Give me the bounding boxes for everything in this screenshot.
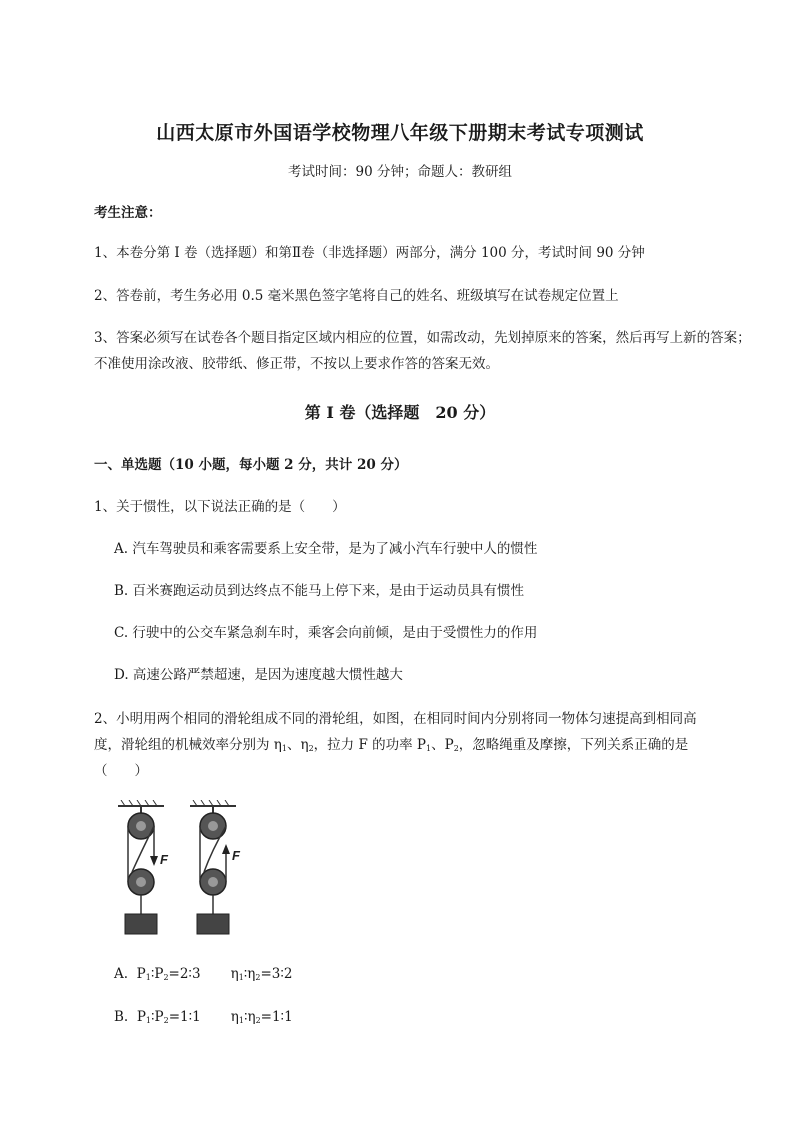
force-label-right: F bbox=[232, 848, 240, 863]
question-2-stem-line2: 度，滑轮组的机械效率分别为 $\eta_1$、$\eta_2$，拉力 F 的功率 $P_1$、$P_2$，忽略绳重及摩擦，下列关系正确的是 bbox=[94, 737, 689, 753]
question-2-stem-line1: 2、小明用两个相同的滑轮组成不同的滑轮组，如图，在相同时间内分别将同一物体匀速提高到相同高 bbox=[94, 711, 697, 727]
question-1-stem: 1、关于惯性，以下说法正确的是（ ） bbox=[94, 499, 346, 515]
exam-subtitle: 考试时间：90 分钟；命题人：教研组 bbox=[288, 164, 512, 180]
question-1-option-a[interactable]: A. 汽车驾驶员和乘客需要系上安全带，是为了减小汽车行驶中人的惯性 bbox=[114, 541, 538, 557]
notice-item-3: 3、答案必须写在试卷各个题目指定区域内相应的位置，如需改动，先划掉原来的答案，然后再写上新的答案；不准使用涂改液、胶带纸、修正带，不按以上要求作答的答案无效。 bbox=[94, 330, 751, 372]
question-1-option-b[interactable]: B. 百米赛跑运动员到达终点不能马上停下来，是由于运动员具有惯性 bbox=[114, 583, 525, 599]
notice-heading: 考生注意： bbox=[94, 205, 162, 221]
part-heading: 一、单选题（10 小题，每小题 2 分，共计 20 分） bbox=[94, 457, 408, 473]
pulley-figure bbox=[112, 800, 262, 940]
notice-item-2: 2、答卷前，考生务必用 0.5 毫米黑色签字笔将自己的姓名、班级填写在试卷规定位置上 bbox=[94, 288, 619, 304]
notice-item-1: 1、本卷分第 I 卷（选择题）和第Ⅱ卷（非选择题）两部分，满分 100 分，考试时间 90 分钟 bbox=[94, 245, 645, 261]
question-2-stem-line3: （ ） bbox=[94, 763, 148, 779]
question-1-option-c[interactable]: C. 行驶中的公交车紧急刹车时，乘客会向前倾，是由于受惯性力的作用 bbox=[114, 625, 538, 641]
force-label-left: F bbox=[160, 852, 168, 867]
section-title: 第 I 卷（选择题 20 分） bbox=[304, 403, 496, 422]
question-1-option-d[interactable]: D. 高速公路严禁超速，是因为速度越大惯性越大 bbox=[114, 667, 403, 683]
page-title: 山西太原市外国语学校物理八年级下册期末考试专项测试 bbox=[156, 122, 644, 144]
question-2-option-a[interactable]: A. $P_1∶P_2=2∶3$ $\eta_1∶\eta_2=3∶2$ bbox=[114, 966, 293, 982]
question-2-option-b[interactable]: B. $P_1∶P_2=1∶1$ $\eta_1∶\eta_2=1∶1$ bbox=[114, 1009, 293, 1025]
pulley-system-right bbox=[190, 800, 241, 934]
pulley-system-left bbox=[118, 800, 169, 934]
